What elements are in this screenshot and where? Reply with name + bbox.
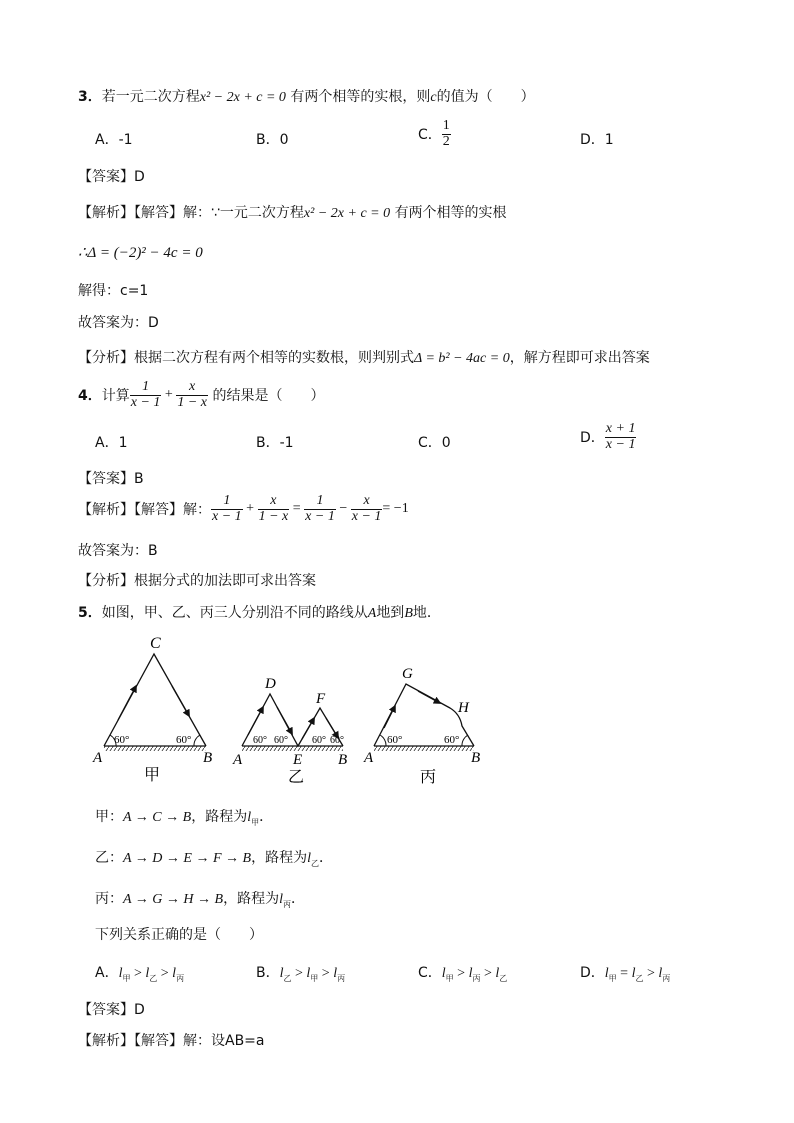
q4-stem: 4．计算 $\frac{1}{x - 1}$ + $\frac{x}{1 - x}$ 的结果是（ ） (78, 379, 325, 410)
route-post: ，路程为 (191, 809, 248, 825)
route-label: 丙： (95, 891, 123, 907)
figure-yi (232, 676, 347, 786)
route-subscript: 丙 (282, 899, 291, 909)
angle-label: 60° (330, 735, 344, 746)
label-e: E (293, 752, 303, 768)
q4-a-frac2: $\frac{x}{1 - x}$ (258, 493, 289, 524)
q4-frac2: $\frac{x}{1 - x}$ (177, 379, 207, 410)
angle-label: 60° (176, 734, 192, 746)
caption-jia: 甲 (144, 767, 161, 784)
route-path: A → C → B (123, 810, 192, 825)
q4-fenxi-text: 根据分式的加法即可求出答案 (134, 573, 316, 589)
q5-end: 地． (412, 605, 441, 621)
q5-option-b[interactable]: B．$l_乙 > l_甲 > l_丙$ (256, 965, 346, 983)
angle-label: 60° (114, 734, 130, 746)
q3-option-d[interactable]: D．1 (580, 132, 614, 148)
q4-stem-pre: 计算 (101, 388, 130, 405)
route-label: 甲： (95, 809, 123, 825)
fraction-denominator: 2 (442, 133, 450, 149)
q3-stem-post: 有两个相等的实根，则 (290, 89, 431, 105)
q4-option-d[interactable] (580, 422, 636, 452)
q3-analysis (78, 202, 507, 222)
q3-delta-line: ∴Δ = (−2)² − 4c = 0 (78, 245, 203, 261)
q5-figure (88, 628, 488, 790)
q3-analysis-pre: ∵一元二次方程 (211, 205, 304, 221)
q5-option-a[interactable]: A．$l_甲 > l_乙 > l_丙$ (95, 965, 185, 983)
q4-option-d-fraction (605, 422, 637, 452)
label-b: B (203, 750, 213, 766)
route-bing: 丙：A → G → H → B，路程为$l_丙$． (95, 891, 305, 909)
label-a: A (233, 752, 243, 768)
fenxi-label: 【分析】 (78, 350, 134, 366)
q4-option-a[interactable]: A．1 (95, 435, 128, 451)
q3-stem-pre: 若一元二次方程 (101, 89, 200, 105)
q4-result: = −1 (382, 501, 409, 517)
option-label: C． (418, 965, 442, 981)
q4-a-frac3: $\frac{1}{x - 1}$ (305, 493, 335, 524)
label-b: B (338, 752, 348, 768)
analysis-label: 【解析】【解答】解： (78, 1033, 211, 1049)
q3-option-b[interactable]: B．0 (256, 132, 289, 148)
route-post: ，路程为 (223, 891, 280, 907)
q4-answer: 【答案】B (78, 471, 144, 487)
question-number: 3． (78, 89, 102, 105)
q5-option-c[interactable]: C．$l_甲 > l_丙 > l_乙$ (418, 965, 508, 983)
label-c: C (150, 635, 161, 652)
label-a: A (93, 750, 103, 766)
route-post: ，路程为 (251, 850, 308, 866)
question-number: 5． (78, 605, 102, 621)
q4-option-c[interactable]: C．0 (418, 435, 451, 451)
q5-to: 地到 (376, 605, 405, 621)
label-g: G (402, 666, 413, 682)
label-d: D (265, 676, 276, 692)
route-subscript: 甲 (251, 817, 260, 827)
option-label: D． (580, 965, 605, 981)
q4-a-frac1: $\frac{1}{x - 1}$ (212, 493, 242, 524)
q4-option-d-label: D． (580, 430, 605, 447)
q3-analysis-equation: x² − 2x + c = 0 (303, 206, 391, 221)
label-a: A (364, 750, 374, 766)
q4-final: 故答案为：B (78, 543, 158, 559)
q3-option-c-fraction (442, 119, 451, 149)
option-label: B． (256, 965, 280, 981)
q3-stem (78, 86, 535, 106)
fenxi-label: 【分析】 (78, 573, 134, 589)
q5-point-a: A (367, 606, 377, 621)
figure-bing (363, 666, 480, 786)
q4-a-frac4: $\frac{x}{x - 1}$ (351, 493, 382, 524)
q4-option-b[interactable]: B．-1 (256, 435, 294, 451)
route-jia: 甲：A → C → B，路程为$l_甲$． (95, 809, 274, 827)
fraction-numerator: x + 1 (605, 421, 636, 436)
q3-stem-post2: 的值为（ ） (436, 89, 535, 105)
caption-yi: 乙 (288, 769, 305, 786)
route-path: A → D → E → F → B (123, 851, 252, 866)
q3-option-c-label: C． (418, 127, 442, 144)
analysis-label: 【解析】【解答】解： (78, 205, 211, 221)
q5-question: 下列关系正确的是（ ） (95, 927, 263, 943)
q5-analysis (78, 1030, 265, 1050)
q3-equation: x² − 2x + c = 0 (199, 90, 286, 105)
q4-stem-post: 的结果是（ ） (212, 388, 325, 405)
angle-label: 60° (253, 735, 267, 746)
q3-solve: 解得：c=1 (78, 283, 149, 299)
fraction-numerator: 1 (442, 118, 450, 133)
q3-fenxi-pre: 根据二次方程有两个相等的实数根，则判别式 (134, 350, 414, 366)
q3-fenxi (78, 347, 650, 367)
q3-variable: c (430, 90, 437, 105)
q3-final: 故答案为：D (78, 315, 159, 331)
q3-fenxi-equation: Δ = b² − 4ac = 0 (414, 351, 510, 366)
option-label: A． (95, 965, 119, 981)
q5-stem (78, 602, 441, 622)
q5-point-b: B (404, 606, 413, 621)
q4-frac1: $\frac{1}{x - 1}$ (130, 379, 161, 410)
angle-label: 60° (274, 735, 288, 746)
fraction-denominator: x − 1 (605, 436, 636, 452)
q5-intro: 如图，甲、乙、丙三人分别沿不同的路线从 (101, 605, 368, 621)
angle-label: 60° (312, 735, 326, 746)
route-label: 乙： (95, 850, 123, 866)
route-path: A → G → H → B (123, 892, 224, 907)
q3-fenxi-post: ，解方程即可求出答案 (509, 350, 650, 366)
q4-fenxi (78, 570, 316, 590)
route-subscript: 乙 (310, 858, 319, 868)
q4-analysis: 【解析】【解答】解： $\frac{1}{x - 1}$ + $\frac{x}{1 - x}$ = $\frac{1}{x - 1}$ − $\frac{x}{x - 1}$ = −1 (78, 493, 409, 524)
label-b: B (471, 750, 481, 766)
analysis-label: 【解析】【解答】解： (78, 502, 211, 519)
label-f: F (316, 691, 326, 707)
q3-option-a[interactable]: A．-1 (95, 132, 133, 148)
angle-label: 60° (444, 734, 460, 746)
q5-answer: 【答案】D (78, 1002, 145, 1018)
q3-option-c[interactable] (418, 119, 451, 149)
figure-jia (92, 635, 212, 784)
label-h: H (458, 700, 469, 716)
q5-option-d[interactable]: D．$l_甲 = l_乙 > l_丙$ (580, 965, 671, 983)
caption-bing: 丙 (420, 769, 437, 786)
question-number: 4． (78, 388, 102, 405)
q3-analysis-post: 有两个相等的实根 (394, 205, 507, 221)
q5-analysis-text: 设AB=a (211, 1033, 265, 1049)
q3-answer: 【答案】D (78, 169, 145, 185)
angle-label: 60° (387, 734, 403, 746)
route-yi: 乙：A → D → E → F → B，路程为$l_乙$． (95, 850, 333, 868)
